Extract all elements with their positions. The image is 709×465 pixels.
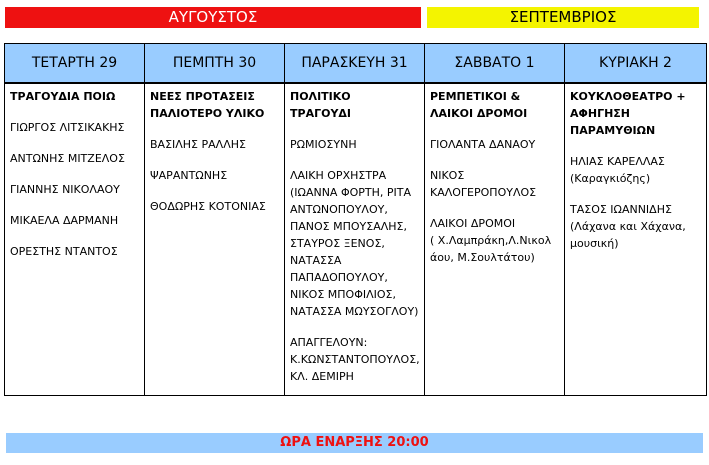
- event-title: ΝΕΕΣ ΠΡΟΤΑΣΕΙΣ ΠΑΛΙΟΤΕΡΟ ΥΛΙΚΟ: [150, 90, 265, 120]
- performer: ΓΙΩΡΓΟΣ ΛΙΤΣΙΚΑΚΗΣ: [10, 121, 125, 134]
- event-cell: [5, 84, 145, 396]
- event-title: ΤΡΑΓΟΥΔΙΑ ΠΟΙΩ: [10, 90, 116, 103]
- day-header: ΚΥΡΙΑΚΗ 2: [565, 44, 707, 83]
- performer: ΛΑΙΚΗ ΟΡΧΗΣΤΡΑ (ΙΩΑΝΝΑ ΦΟΡΤΗ, ΡΙΤΑ ΑΝΤΩΝΟΠΟΥΛΟΥ, ΠΑΝΟΣ ΜΠΟΥΣΑΛΗΣ, ΣΤΑΥΡΟΣ ΞΕΝΟΣ, ΝΑΤΑΣΣΑ ΠΑΠΑΔΟΠΟΥΛΟΥ, ΝΙΚΟΣ ΜΠΟΦΙΛΙΟΣ, ΝΑΤΑΣΣΑ ΜΩΥΣΟΓΛΟΥ): [290, 169, 419, 318]
- performer: ΜΙΚΑΕΛΑ ΔΑΡΜΑΝΗ: [10, 214, 119, 227]
- day-header: ΠΑΡΑΣΚΕΥΗ 31: [285, 44, 425, 83]
- performer: ΘΟΔΩΡΗΣ ΚΟΤΟΝΙΑΣ: [150, 200, 266, 213]
- performer: ΓΙΑΝΝΗΣ ΝΙΚΟΛΑΟΥ: [10, 183, 120, 196]
- performer: ΛΑΙΚΟΙ ΔΡΟΜΟΙ ( Χ.Λαμπράκη,Λ.Νικολ άου, Μ.Σουλτάτου): [430, 217, 552, 264]
- performer: ΝΙΚΟΣ ΚΑΛΟΓΕΡΟΠΟΥΛΟΣ: [430, 169, 537, 199]
- schedule-table: [4, 43, 707, 396]
- event-title: ΡΕΜΠΕΤΙΚΟΙ & ΛΑΙΚΟΙ ΔΡΟΜΟΙ: [430, 90, 528, 120]
- event-title: ΠΟΛΙΤΙΚΟ ΤΡΑΓΟΥΔΙ: [290, 90, 352, 120]
- performer: ΗΛΙΑΣ ΚΑΡΕΛΛΑΣ (Καραγκιόζης): [570, 155, 665, 185]
- event-cell: [565, 84, 707, 396]
- performer: ΟΡΕΣΤΗΣ ΝΤΑΝΤΟΣ: [10, 245, 118, 258]
- month-september-header: ΣΕΠΤΕΜΒΡΙΟΣ: [427, 7, 699, 28]
- performer: ΨΑΡΑΝΤΩΝΗΣ: [150, 169, 228, 182]
- performer: ΤΑΣΟΣ ΙΩΑΝΝΙΔΗΣ (Λάχανα και Χάχανα, μουσική): [570, 203, 686, 250]
- performer: ΑΠΑΓΓΕΛΟΥΝ: Κ.ΚΩΝΣΤΑΝΤΟΠΟΥΛΟΣ, ΚΛ. ΔΕΜΙΡΗ: [290, 336, 420, 383]
- month-august-header: ΑΥΓΟΥΣΤΟΣ: [5, 7, 421, 28]
- performer: ΡΩΜΙΟΣΥΝΗ: [290, 138, 357, 151]
- day-header: ΠΕΜΠΤΗ 30: [145, 44, 285, 83]
- event-cell: [145, 84, 285, 396]
- day-header: ΣΑΒΒΑΤΟ 1: [425, 44, 565, 83]
- performer: ΑΝΤΩΝΗΣ ΜΙΤΖΕΛΟΣ: [10, 152, 125, 165]
- events-row: [5, 84, 707, 396]
- day-header-row: [5, 44, 707, 83]
- start-time-banner: ΩΡΑ ΕΝΑΡΞΗΣ 20:00: [6, 433, 703, 453]
- performer: ΒΑΣΙΛΗΣ ΡΑΛΛΗΣ: [150, 138, 246, 151]
- performer: ΓΙΟΛΑΝΤΑ ΔΑΝΑΟΥ: [430, 138, 536, 151]
- event-cell: [425, 84, 565, 396]
- event-title: ΚΟΥΚΛΟΘΕΑΤΡΟ + ΑΦΗΓΗΣΗ ΠΑΡΑΜΥΘΙΩΝ: [570, 90, 686, 137]
- day-header: ΤΕΤΑΡΤΗ 29: [5, 44, 145, 83]
- event-cell: [285, 84, 425, 396]
